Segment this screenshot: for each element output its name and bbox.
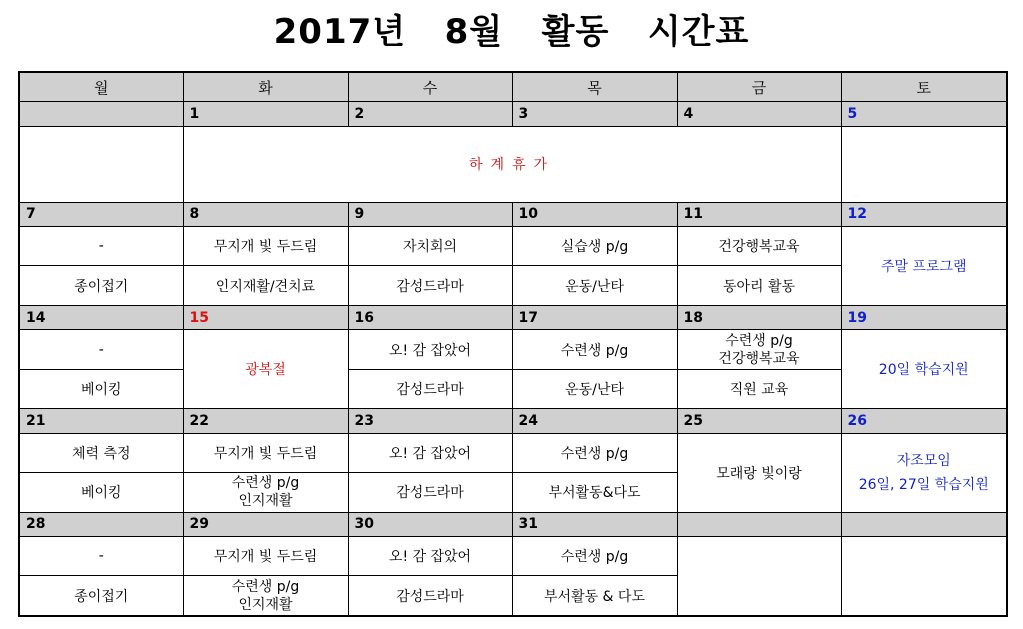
weekday-tue: 화 — [183, 72, 348, 102]
date-cell: 16 — [348, 305, 512, 329]
activity-cell: 베이킹 — [19, 473, 183, 513]
activity-cell: 무지개 빛 두드림 — [183, 536, 348, 576]
activity-line: 자조모임 — [896, 452, 951, 469]
date-cell: 9 — [348, 202, 512, 226]
activity-calendar — [18, 71, 1008, 617]
activity-cell: - — [19, 226, 183, 266]
saturday-activity-cell: 주말 프로그램 — [841, 226, 1007, 305]
activity-cell: 직원 교육 — [677, 369, 841, 409]
date-cell: 29 — [183, 512, 348, 536]
date-cell: 11 — [677, 202, 841, 226]
empty-cell — [841, 536, 1007, 616]
date-cell — [677, 512, 841, 536]
activity-cell: 건강행복교육 — [677, 226, 841, 266]
activity-cell: 부서활동&다도 — [512, 473, 677, 513]
date-cell: 21 — [19, 409, 183, 433]
page-title: 2017년 8월 활동 시간표 — [273, 12, 750, 52]
weekday-sat: 토 — [841, 72, 1007, 102]
saturday-activity-cell: 20일 학습지원 — [841, 330, 1007, 409]
empty-cell — [19, 126, 183, 202]
date-cell: 23 — [348, 409, 512, 433]
activity-cell: 오! 감 잡았어 — [348, 536, 512, 576]
activity-cell: 수련생 p/g — [512, 433, 677, 473]
weekday-thu: 목 — [512, 72, 677, 102]
date-cell-saturday: 26 — [841, 409, 1007, 433]
activity-cell: 오! 감 잡았어 — [348, 433, 512, 473]
activity-row-week3-am — [19, 330, 1007, 370]
date-cell: 8 — [183, 202, 348, 226]
activity-cell: 부서활동 & 다도 — [512, 576, 677, 616]
holiday-cell: 광복절 — [183, 330, 348, 409]
activity-cell: 무지개 빛 두드림 — [183, 226, 348, 266]
date-cell: 25 — [677, 409, 841, 433]
activity-cell: 운동/난타 — [512, 266, 677, 306]
activity-cell: 운동/난타 — [512, 369, 677, 409]
activity-cell: 종이접기 — [19, 576, 183, 616]
date-row-week5 — [19, 512, 1007, 536]
activity-cell: 오! 감 잡았어 — [348, 330, 512, 370]
date-row-week1 — [19, 102, 1007, 126]
activity-cell: 자치회의 — [348, 226, 512, 266]
date-cell: 24 — [512, 409, 677, 433]
activity-line: 수련생 p/g — [231, 578, 300, 595]
date-row-week4 — [19, 409, 1007, 433]
activity-cell: 감성드라마 — [348, 473, 512, 513]
weekday-header-row — [19, 72, 1007, 102]
weekday-mon: 월 — [19, 72, 183, 102]
activity-cell: 수련생 p/g — [512, 330, 677, 370]
activity-cell — [677, 330, 841, 370]
weekday-wed: 수 — [348, 72, 512, 102]
date-cell — [19, 102, 183, 126]
date-cell: 18 — [677, 305, 841, 329]
activity-line: 수련생 p/g — [231, 475, 300, 492]
date-row-week3 — [19, 305, 1007, 329]
activity-cell: - — [19, 330, 183, 370]
date-cell: 17 — [512, 305, 677, 329]
empty-cell — [841, 126, 1007, 202]
saturday-activity-cell — [841, 433, 1007, 512]
activity-row-week5-am — [19, 536, 1007, 576]
activity-line: 26일, 27일 학습지원 — [858, 476, 989, 493]
activity-cell: 베이킹 — [19, 369, 183, 409]
activity-row-week4-am — [19, 433, 1007, 473]
activity-cell: 인지재활/견치료 — [183, 266, 348, 306]
activity-row-week1 — [19, 126, 1007, 202]
date-cell — [841, 512, 1007, 536]
activity-cell — [183, 576, 348, 616]
date-cell: 2 — [348, 102, 512, 126]
activity-cell: 수련생 p/g — [512, 536, 677, 576]
date-row-week2 — [19, 202, 1007, 226]
weekday-fri: 금 — [677, 72, 841, 102]
activity-line: 인지재활 — [238, 596, 293, 613]
activity-cell: 동아리 활동 — [677, 266, 841, 306]
activity-cell: 감성드라마 — [348, 266, 512, 306]
activity-cell: 무지개 빛 두드림 — [183, 433, 348, 473]
activity-cell: 실습생 p/g — [512, 226, 677, 266]
date-cell: 4 — [677, 102, 841, 126]
activity-cell: 모래랑 빛이랑 — [677, 433, 841, 512]
activity-cell: - — [19, 536, 183, 576]
vacation-cell: 하계휴가 — [183, 126, 841, 202]
activity-cell — [183, 473, 348, 513]
date-cell: 7 — [19, 202, 183, 226]
activity-cell: 감성드라마 — [348, 576, 512, 616]
date-cell: 22 — [183, 409, 348, 433]
activity-cell: 종이접기 — [19, 266, 183, 306]
date-cell: 28 — [19, 512, 183, 536]
date-cell-holiday: 15 — [183, 305, 348, 329]
empty-cell — [677, 536, 841, 616]
date-cell: 31 — [512, 512, 677, 536]
date-cell-saturday: 19 — [841, 305, 1007, 329]
date-cell: 30 — [348, 512, 512, 536]
date-cell: 14 — [19, 305, 183, 329]
date-cell: 10 — [512, 202, 677, 226]
date-cell: 1 — [183, 102, 348, 126]
date-cell-saturday: 5 — [841, 102, 1007, 126]
activity-line: 인지재활 — [238, 493, 293, 510]
date-cell-saturday: 12 — [841, 202, 1007, 226]
activity-line: 건강행복교육 — [718, 350, 800, 367]
activity-cell: 감성드라마 — [348, 369, 512, 409]
activity-row-week2-am — [19, 226, 1007, 266]
activity-cell: 체력 측정 — [19, 433, 183, 473]
activity-line: 수련생 p/g — [725, 332, 793, 349]
date-cell: 3 — [512, 102, 677, 126]
